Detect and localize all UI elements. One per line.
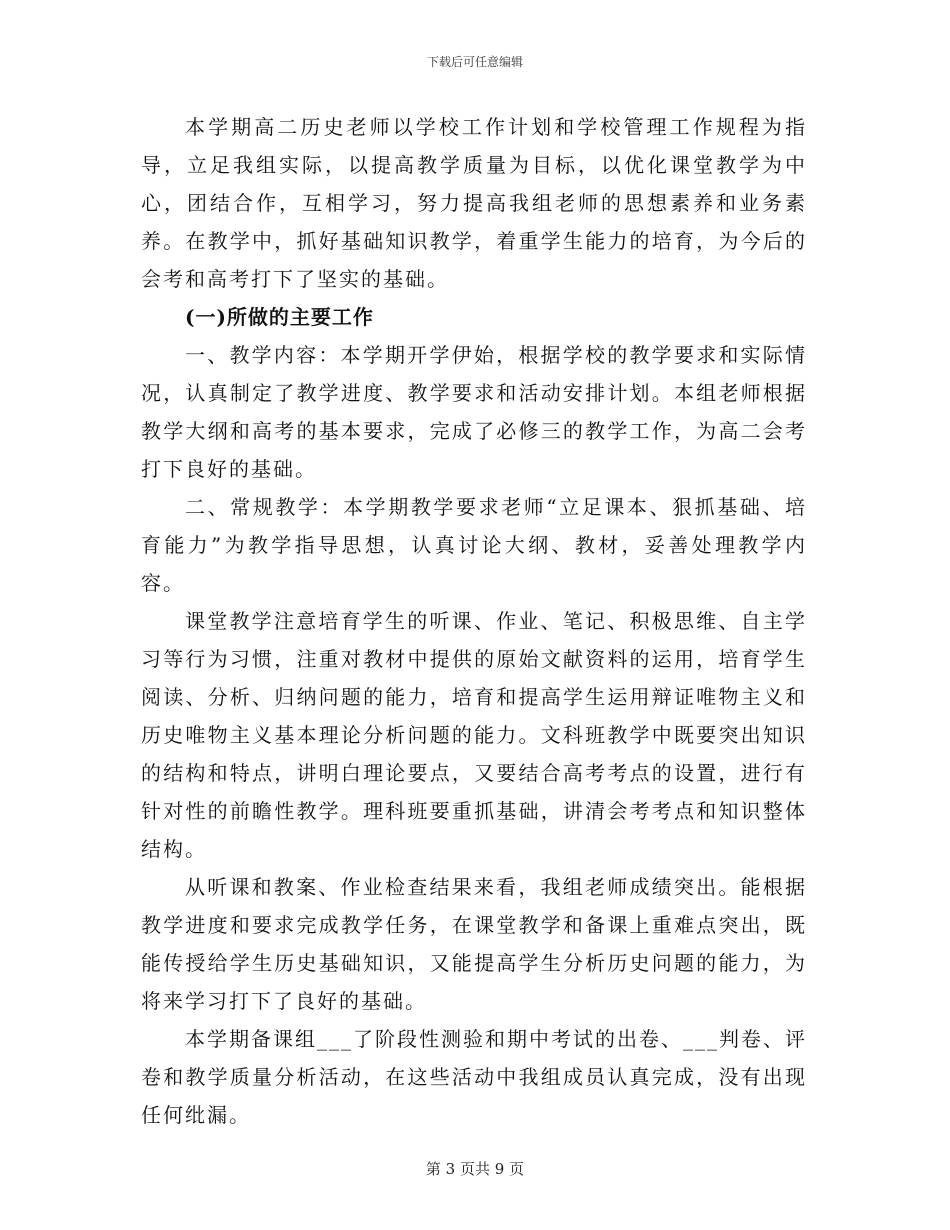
page-number: 第 3 页共 9 页 <box>425 1160 525 1178</box>
paragraph-classroom-teaching: 课堂教学注意培育学生的听课、作业、笔记、积极思维、自主学习等行为习惯，注重对教材中提供的原始文献资料的运用，培育学生阅读、分析、归纳问题的能力，培育和提高学生运用辩证唯物主义和历史唯物主义基本理论分析问题的能力。文科班教学中既要突出知识的结构和特点，讲明白理论要点，又要结合高考考点的设置，进行有针对性的前瞻性教学。理科班要重抓基础，讲清会考考点和知识整体结构。 <box>141 609 807 861</box>
section-heading: (一)所做的主要工作 <box>185 305 374 329</box>
paragraph-intro: 本学期高二历史老师以学校工作计划和学校管理工作规程为指导，立足我组实际，以提高教学质量为目标，以优化课堂教学为中心，团结合作，互相学习，努力提高我组老师的思想素养和业务素养。在教学中，抓好基础知识教学，着重学生能力的培育，为今后的会考和高考打下了坚实的基础。 <box>141 115 807 291</box>
paragraph-routine-teaching: 二、常规教学：本学期教学要求老师“立足课本、狠抓基础、培育能力”为教学指导思想，认真讨论大纲、教材，妥善处理教学内容。 <box>141 495 807 595</box>
document-body <box>141 108 807 1134</box>
paragraph-inspection-results: 从听课和教案、作业检查结果来看，我组老师成绩突出。能根据教学进度和要求完成教学任务，在课堂教学和备课上重难点突出，既能传授给学生历史基础知识，又能提高学生分析历史问题的能力，为将来学习打下了良好的基础。 <box>141 875 807 1013</box>
download-note: 下载后可任意编辑 <box>426 55 523 69</box>
paragraph-exam-activities: 本学期备课组___了阶段性测验和期中考试的出卷、___判卷、评卷和教学质量分析活动，在这些活动中我组成员认真完成，没有出现任何纰漏。 <box>141 1027 807 1127</box>
paragraph-teaching-content: 一、教学内容：本学期开学伊始，根据学校的教学要求和实际情况，认真制定了教学进度、教学要求和活动安排计划。本组老师根据教学大纲和高考的基本要求，完成了必修三的教学工作，为高二会考打下良好的基础。 <box>141 343 807 481</box>
